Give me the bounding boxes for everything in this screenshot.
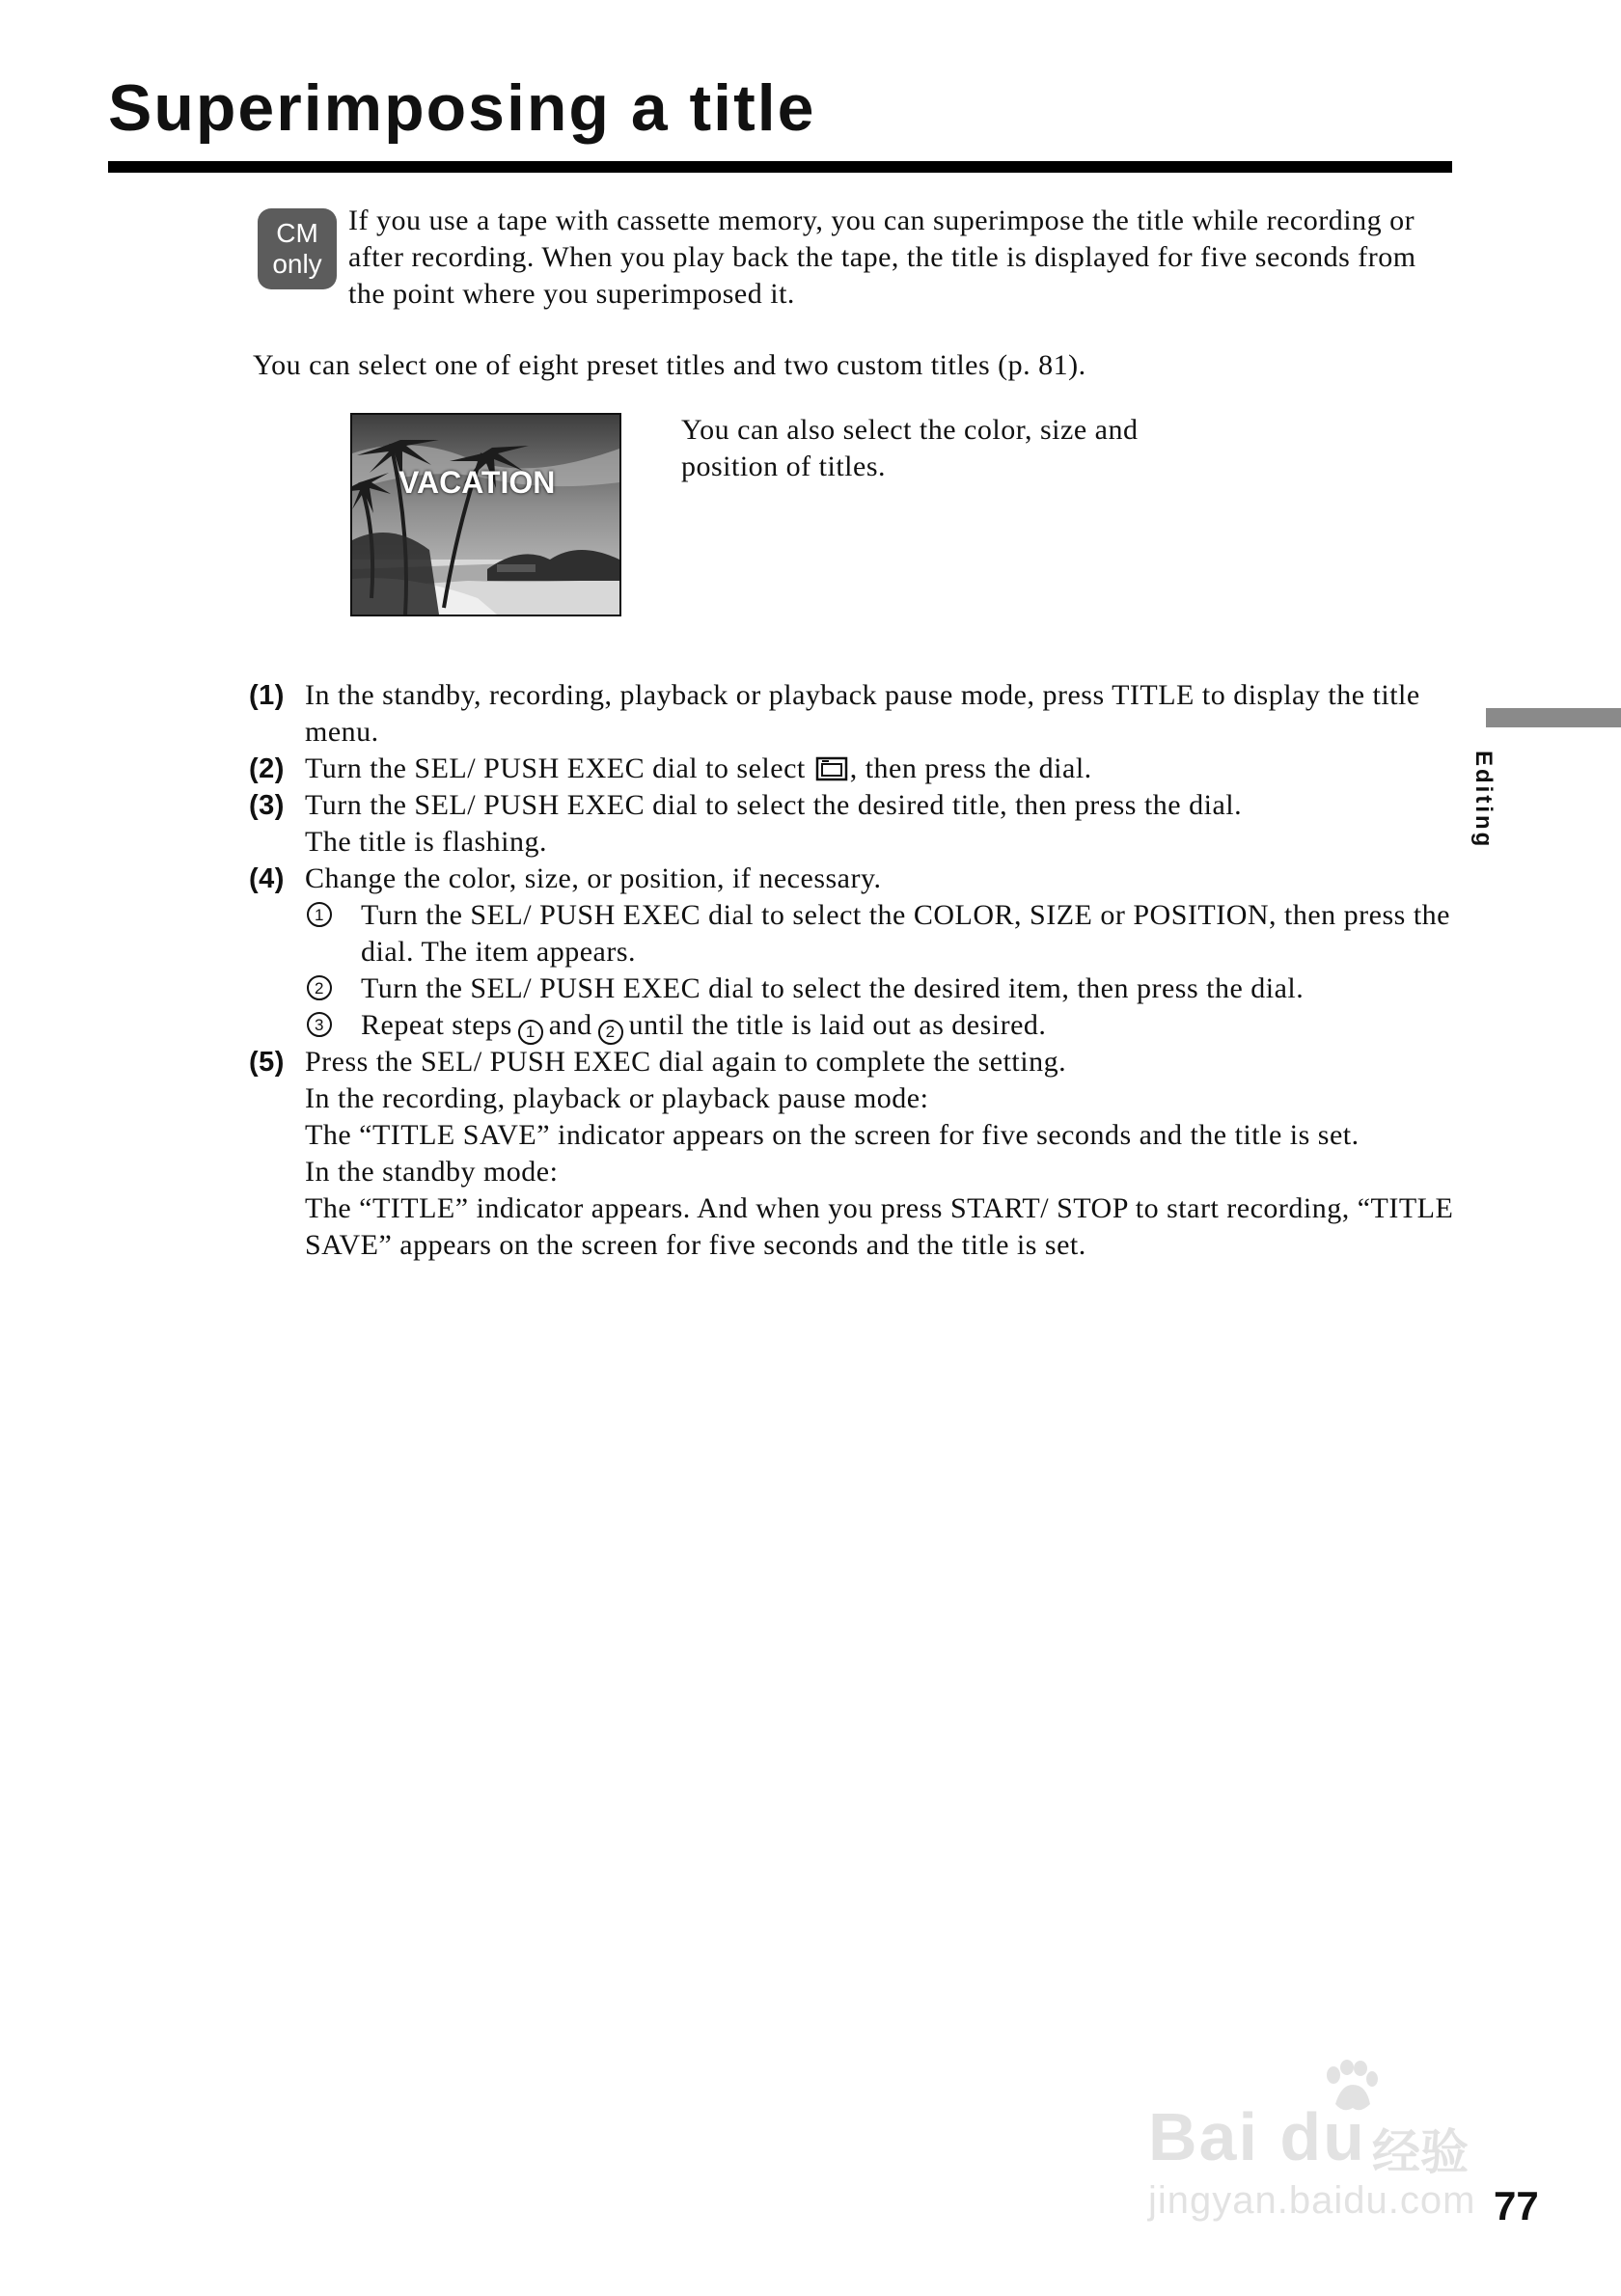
section-tab-bar [1486, 708, 1621, 727]
mode-result: The “TITLE” indicator appears. And when you press START/ STOP to start recording, “TITLE SAVE” appears on the screen for five seconds and the title is set. [305, 1192, 1454, 1261]
title-rule [108, 161, 1452, 173]
vacation-title-image [350, 413, 621, 616]
figure-caption: You can also select the color, size and position of titles. [681, 414, 1139, 482]
step-text: In the standby, recording, playback or playback pause mode, press TITLE to display the title menu. [305, 679, 1420, 748]
step-number: (1) [249, 680, 285, 711]
mode-heading: In the recording, playback or playback pause mode: [305, 1082, 929, 1114]
title-overlay: VACATION [398, 465, 556, 500]
mode-heading: In the standby mode: [305, 1156, 559, 1188]
intro-paragraph: If you use a tape with cassette memory, you can superimpose the title while recording or after recording. When you play back the tape, the title is displayed for five seconds from the point where you superimposed it. [348, 205, 1416, 310]
substeps-list [305, 897, 1455, 1044]
circled-number: 3 [307, 1012, 332, 1037]
step-number: (3) [249, 790, 285, 821]
step-3 [249, 787, 1455, 861]
preset-titles-note: You can select one of eight preset titles and two custom titles (p. 81). [253, 349, 1086, 381]
step-text: Change the color, size, or position, if necessary. [305, 862, 882, 894]
substep-1 [305, 897, 1455, 970]
circled-ref: 1 [518, 1020, 543, 1045]
substep-text-after: until the title is laid out as desired. [628, 1009, 1047, 1041]
substep-text-mid: and [548, 1009, 592, 1041]
step-number: (2) [249, 753, 285, 784]
substep-3 [305, 1007, 1455, 1044]
step-number: (4) [249, 863, 285, 894]
substep-text: Turn the SEL/ PUSH EXEC dial to select the desired item, then press the dial. [361, 972, 1305, 1004]
step-note: The title is flashing. [305, 826, 547, 858]
step-4 [249, 861, 1455, 1044]
step-5 [249, 1044, 1455, 1264]
substep-2 [305, 970, 1455, 1007]
steps-list [249, 677, 1455, 1264]
watermark-url: jingyan.baidu.com [1148, 2179, 1476, 2222]
badge-line-1: CM [276, 218, 318, 248]
section-tab-label: Editing [1470, 751, 1497, 850]
step-number: (5) [249, 1047, 285, 1078]
step-1 [249, 677, 1455, 751]
step-text: Press the SEL/ PUSH EXEC dial again to complete the setting. [305, 1046, 1067, 1078]
watermark-brand: Bai du [1148, 2099, 1366, 2174]
step-text: Turn the SEL/ PUSH EXEC dial to select the desired title, then press the dial. [305, 789, 1243, 821]
circled-number: 2 [307, 975, 332, 1000]
beach-photo [352, 415, 619, 615]
substep-text: Turn the SEL/ PUSH EXEC dial to select the COLOR, SIZE or POSITION, then press the dial. The item appears. [361, 899, 1450, 968]
page-title: Superimposing a title [108, 71, 816, 145]
badge-line-2: only [272, 249, 322, 279]
watermark-cn: 经验 [1372, 2125, 1469, 2179]
title-menu-icon [815, 755, 848, 782]
circled-ref: 2 [598, 1020, 623, 1045]
step-2 [249, 751, 1455, 787]
circled-number: 1 [307, 902, 332, 927]
mode-result: The “TITLE SAVE” indicator appears on the screen for five seconds and the title is set. [305, 1119, 1360, 1151]
cm-only-badge [258, 208, 337, 289]
step-text-after: , then press the dial. [849, 752, 1092, 784]
watermark [1148, 2060, 1515, 2224]
page-number: 77 [1494, 2183, 1539, 2228]
step-text-before: Turn the SEL/ PUSH EXEC dial to select [305, 752, 813, 784]
substep-text-before: Repeat steps [361, 1009, 512, 1041]
